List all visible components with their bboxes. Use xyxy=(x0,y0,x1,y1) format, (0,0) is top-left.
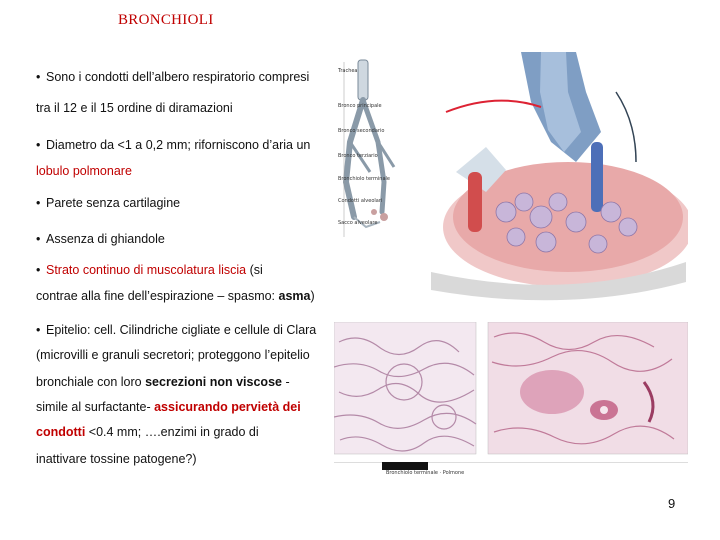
text-line xyxy=(36,163,132,180)
text-line xyxy=(36,262,263,279)
text-line xyxy=(36,424,259,441)
text-span: Sono i condotti dell’albero respiratorio compresi xyxy=(46,70,310,84)
text-line xyxy=(36,399,301,416)
svg-text:Bronchiolo terminale: Bronchiolo terminale xyxy=(338,176,390,182)
text-span: ) xyxy=(310,289,315,303)
text-span: bronchiale con loro xyxy=(36,375,146,389)
bullet: • xyxy=(36,196,41,210)
bold-text: asma xyxy=(278,289,311,303)
text-line xyxy=(36,451,197,468)
text-line xyxy=(36,195,180,212)
text-line xyxy=(36,137,310,154)
bold-text: secrezioni non viscose xyxy=(145,375,282,389)
bullet: • xyxy=(36,138,41,152)
svg-text:Bronco terziario: Bronco terziario xyxy=(338,153,378,159)
bullet: • xyxy=(36,232,41,246)
lobule-illustration xyxy=(431,52,688,300)
bronchiole-histology-illustration xyxy=(334,322,688,484)
svg-text:Bronco principale: Bronco principale xyxy=(338,103,382,109)
text-span: Assenza di ghiandole xyxy=(46,232,165,246)
text-span: inattivare tossine patogene?) xyxy=(36,452,197,466)
text-line xyxy=(36,231,165,248)
bullet: • xyxy=(36,323,41,337)
svg-text:Bronchiolo terminale · Polmone: Bronchiolo terminale · Polmone xyxy=(386,470,465,476)
slide-title: BRONCHIOLI xyxy=(118,12,214,28)
bullet: • xyxy=(36,70,41,84)
svg-text:Sacco alveolare: Sacco alveolare xyxy=(338,220,378,226)
text-span: simile al surfactante- xyxy=(36,400,155,414)
text-span: - xyxy=(281,375,290,389)
bronchiole-anatomy-illustration xyxy=(336,52,688,302)
text-span: (si xyxy=(246,263,263,277)
text-line xyxy=(36,100,233,117)
page-number: 9 xyxy=(668,496,676,511)
text-span: tra il 12 e il 15 ordine di diramazioni xyxy=(36,101,233,115)
text-span: Parete senza cartilagine xyxy=(46,196,181,210)
svg-text:Bronco secondario: Bronco secondario xyxy=(338,128,385,134)
text-line xyxy=(36,347,310,364)
text-line xyxy=(36,322,316,339)
text-span: Epitelio: cell. Cilindriche cigliate e cellule di Clara xyxy=(46,323,317,337)
text-span: contrae alla fine dell’espirazione – spasmo: xyxy=(36,289,279,303)
highlight-text: condotti xyxy=(36,425,86,439)
text-line xyxy=(36,288,315,305)
caption-bar xyxy=(382,462,428,470)
bronchial-tree-sketch xyxy=(337,60,394,237)
highlight-text: lobulo polmonare xyxy=(36,164,132,178)
bullet: • xyxy=(36,263,41,277)
highlight-text: Strato continuo di muscolatura liscia xyxy=(46,263,247,277)
text-line xyxy=(36,69,309,86)
text-span: Diametro da <1 a 0,2 mm; riforniscono d’aria un xyxy=(46,138,311,152)
text-span: (microvilli e granuli secretori; proteggono l’epitelio xyxy=(36,348,310,362)
svg-text:Trachea: Trachea xyxy=(338,68,358,74)
text-span: <0.4 mm; ….enzimi in grado di xyxy=(85,425,259,439)
highlight-text: assicurando pervietà dei xyxy=(154,400,301,414)
text-line xyxy=(36,374,290,391)
svg-text:Condotti alveolari: Condotti alveolari xyxy=(338,198,383,204)
